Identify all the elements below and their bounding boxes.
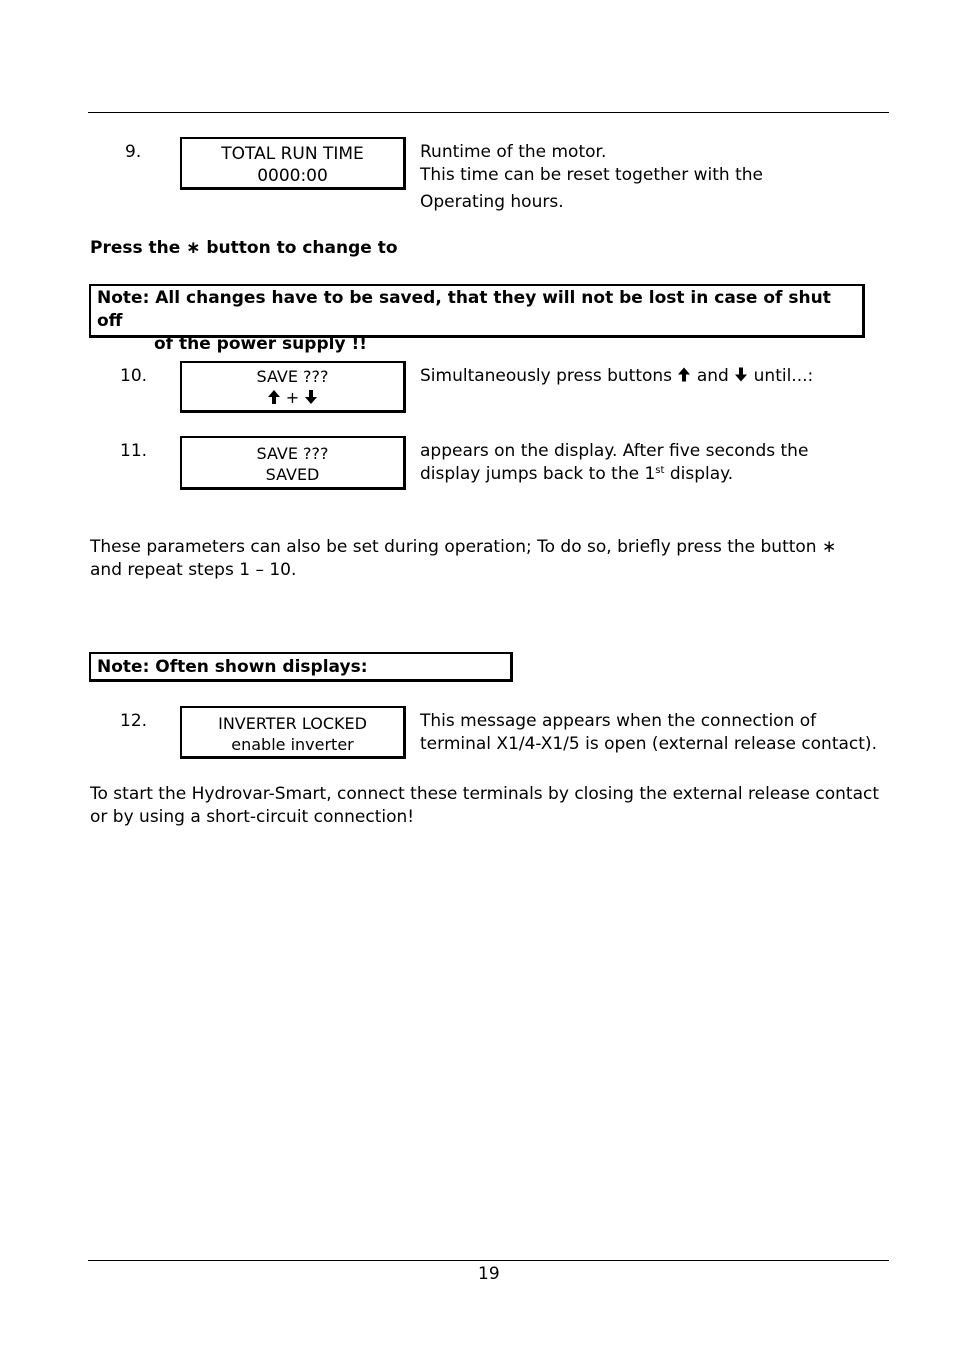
lcd-display <box>180 706 406 759</box>
down-arrow-icon <box>734 366 748 383</box>
note-box <box>89 284 865 354</box>
para-line <box>90 536 836 559</box>
up-arrow-icon <box>267 389 281 405</box>
para-line: or by using a short-circuit connection! <box>90 807 415 827</box>
parameters-paragraph <box>90 536 836 582</box>
note-line: Note: All changes have to be saved, that they will not be lost in case of shut off <box>97 288 831 331</box>
press-text: Press the <box>90 238 181 258</box>
para-text: These parameters can also be set during operation; To do so, briefly press the button <box>90 537 817 557</box>
note-box <box>89 652 513 682</box>
plus-sign: + <box>285 388 300 407</box>
down-arrow-icon <box>304 389 318 405</box>
step-number: 12. <box>120 711 148 731</box>
header-rule <box>88 112 889 113</box>
step-description <box>420 440 808 486</box>
lcd-line: SAVE ??? <box>256 444 329 463</box>
desc-line: terminal X1/4-X1/5 is open (external release contact). <box>420 734 877 754</box>
lcd-display <box>180 137 406 190</box>
note-line: of the power supply !! <box>154 334 367 354</box>
lcd-display <box>180 361 406 413</box>
lcd-line: TOTAL RUN TIME <box>221 144 364 164</box>
para-line: and repeat steps 1 – 10. <box>90 560 297 580</box>
desc-line <box>420 463 808 486</box>
asterisk-icon: ∗ <box>822 537 837 557</box>
desc-text: display. <box>664 464 734 484</box>
step-description <box>420 365 813 388</box>
lcd-line: enable inverter <box>231 735 354 754</box>
lcd-line: 0000:00 <box>257 166 328 186</box>
step-description <box>420 710 877 756</box>
desc-line: This message appears when the connection of <box>420 711 817 731</box>
lcd-line: SAVED <box>265 465 320 484</box>
step-number: 10. <box>120 366 148 386</box>
start-paragraph <box>90 783 879 829</box>
lcd-line <box>182 387 403 408</box>
press-text: button to change to <box>206 238 398 258</box>
lcd-line: SAVE ??? <box>256 367 329 386</box>
lcd-line: INVERTER LOCKED <box>218 714 367 733</box>
desc-text: until...: <box>753 366 814 386</box>
ordinal-suffix: st <box>655 465 665 476</box>
up-arrow-icon <box>677 366 691 383</box>
note-line: Note: Often shown displays: <box>97 657 368 677</box>
desc-text: display jumps back to the 1 <box>420 464 656 484</box>
desc-line: appears on the display. After five seconds the <box>420 441 809 461</box>
step-description <box>420 141 763 214</box>
lcd-display <box>180 436 406 490</box>
desc-line: Operating hours. <box>420 192 564 212</box>
press-instruction <box>90 237 398 260</box>
step-number: 9. <box>125 142 142 162</box>
step-number: 11. <box>120 441 148 461</box>
para-line: To start the Hydrovar-Smart, connect these terminals by closing the external release contact <box>90 784 880 804</box>
asterisk-icon: ∗ <box>186 238 201 258</box>
desc-line: This time can be reset together with the <box>420 165 763 185</box>
page-number: 19 <box>478 1264 500 1284</box>
desc-line: Runtime of the motor. <box>420 142 607 162</box>
footer-rule <box>88 1260 889 1261</box>
desc-text: Simultaneously press buttons <box>420 366 673 386</box>
desc-text: and <box>696 366 729 386</box>
